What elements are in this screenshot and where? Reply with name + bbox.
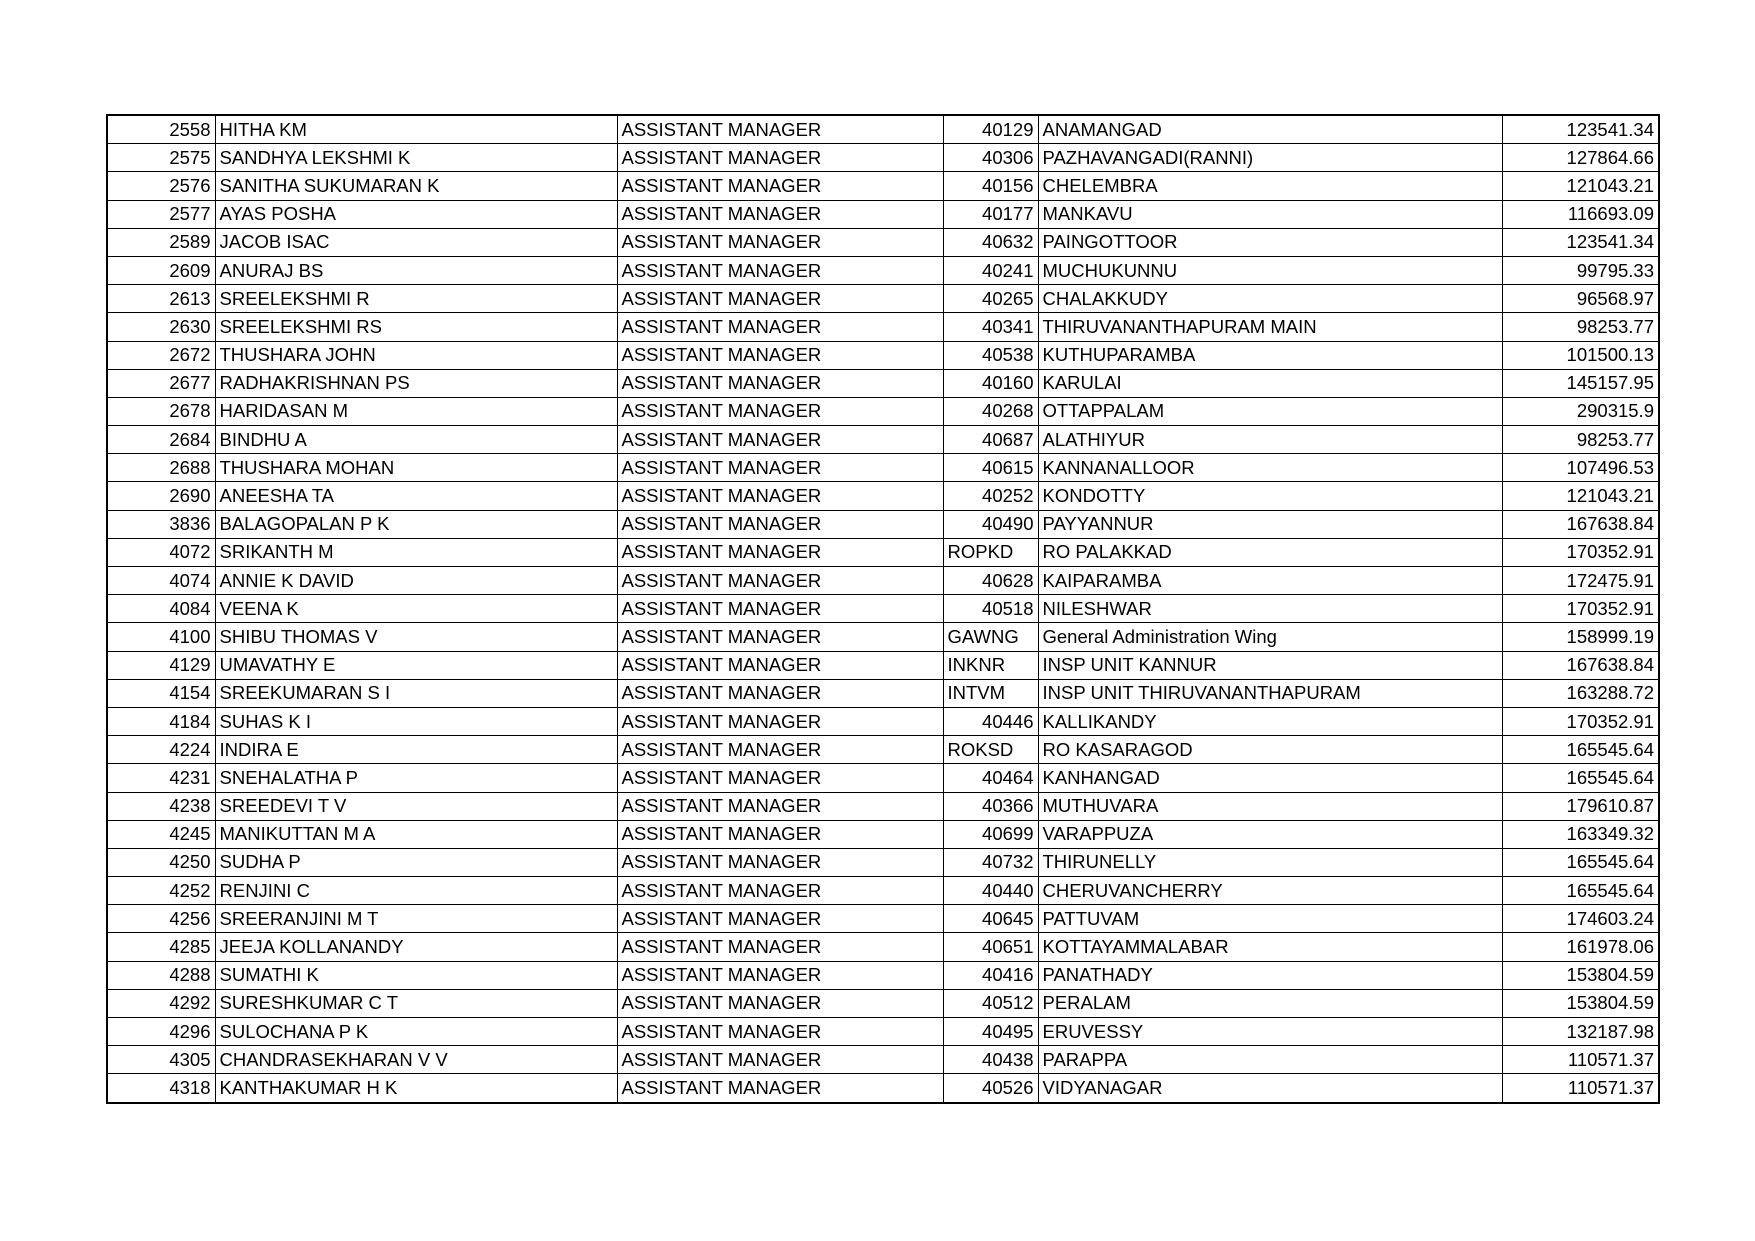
id-cell: 4084: [107, 595, 215, 623]
designation-cell: ASSISTANT MANAGER: [617, 200, 943, 228]
amount-cell: 110571.37: [1502, 1046, 1659, 1074]
code-cell: 40265: [943, 285, 1038, 313]
name-cell: KANTHAKUMAR H K: [215, 1074, 617, 1103]
table-row: [107, 707, 1659, 735]
branch-cell: MUTHUVARA: [1038, 792, 1502, 820]
id-cell: 2688: [107, 454, 215, 482]
code-cell: 40366: [943, 792, 1038, 820]
branch-cell: KONDOTTY: [1038, 482, 1502, 510]
table-row: [107, 200, 1659, 228]
code-cell: 40651: [943, 933, 1038, 961]
code-cell: INTVM: [943, 679, 1038, 707]
table-row: [107, 510, 1659, 538]
branch-cell: CHERUVANCHERRY: [1038, 877, 1502, 905]
branch-cell: CHELEMBRA: [1038, 172, 1502, 200]
name-cell: SANDHYA LEKSHMI K: [215, 144, 617, 172]
designation-cell: ASSISTANT MANAGER: [617, 510, 943, 538]
amount-cell: 170352.91: [1502, 538, 1659, 566]
table-row: [107, 538, 1659, 566]
branch-cell: KALLIKANDY: [1038, 707, 1502, 735]
amount-cell: 98253.77: [1502, 313, 1659, 341]
id-cell: 2690: [107, 482, 215, 510]
amount-cell: 165545.64: [1502, 848, 1659, 876]
branch-cell: PARAPPA: [1038, 1046, 1502, 1074]
branch-cell: PAZHAVANGADI(RANNI): [1038, 144, 1502, 172]
designation-cell: ASSISTANT MANAGER: [617, 905, 943, 933]
designation-cell: ASSISTANT MANAGER: [617, 341, 943, 369]
id-cell: 2576: [107, 172, 215, 200]
amount-cell: 165545.64: [1502, 877, 1659, 905]
table-row: [107, 679, 1659, 707]
branch-cell: KUTHUPARAMBA: [1038, 341, 1502, 369]
id-cell: 2558: [107, 115, 215, 144]
name-cell: THUSHARA MOHAN: [215, 454, 617, 482]
designation-cell: ASSISTANT MANAGER: [617, 595, 943, 623]
amount-cell: 174603.24: [1502, 905, 1659, 933]
table-row: [107, 172, 1659, 200]
name-cell: ANNIE K DAVID: [215, 567, 617, 595]
code-cell: 40416: [943, 961, 1038, 989]
amount-cell: 121043.21: [1502, 172, 1659, 200]
branch-cell: RO PALAKKAD: [1038, 538, 1502, 566]
id-cell: 3836: [107, 510, 215, 538]
designation-cell: ASSISTANT MANAGER: [617, 961, 943, 989]
id-cell: 4072: [107, 538, 215, 566]
amount-cell: 116693.09: [1502, 200, 1659, 228]
id-cell: 4238: [107, 792, 215, 820]
designation-cell: ASSISTANT MANAGER: [617, 482, 943, 510]
branch-cell: PERALAM: [1038, 989, 1502, 1017]
amount-cell: 99795.33: [1502, 256, 1659, 284]
table-row: [107, 256, 1659, 284]
designation-cell: ASSISTANT MANAGER: [617, 989, 943, 1017]
designation-cell: ASSISTANT MANAGER: [617, 172, 943, 200]
amount-cell: 127864.66: [1502, 144, 1659, 172]
table-body: [107, 115, 1659, 1103]
amount-cell: 170352.91: [1502, 595, 1659, 623]
staff-table: [106, 114, 1660, 1104]
designation-cell: ASSISTANT MANAGER: [617, 256, 943, 284]
amount-cell: 158999.19: [1502, 623, 1659, 651]
id-cell: 4129: [107, 651, 215, 679]
name-cell: VEENA K: [215, 595, 617, 623]
amount-cell: 165545.64: [1502, 764, 1659, 792]
branch-cell: THIRUNELLY: [1038, 848, 1502, 876]
code-cell: 40538: [943, 341, 1038, 369]
id-cell: 2677: [107, 369, 215, 397]
designation-cell: ASSISTANT MANAGER: [617, 397, 943, 425]
amount-cell: 167638.84: [1502, 651, 1659, 679]
designation-cell: ASSISTANT MANAGER: [617, 933, 943, 961]
branch-cell: ERUVESSY: [1038, 1018, 1502, 1046]
designation-cell: ASSISTANT MANAGER: [617, 707, 943, 735]
designation-cell: ASSISTANT MANAGER: [617, 679, 943, 707]
table-row: [107, 313, 1659, 341]
name-cell: UMAVATHY E: [215, 651, 617, 679]
code-cell: 40526: [943, 1074, 1038, 1103]
id-cell: 2613: [107, 285, 215, 313]
designation-cell: ASSISTANT MANAGER: [617, 764, 943, 792]
amount-cell: 96568.97: [1502, 285, 1659, 313]
designation-cell: ASSISTANT MANAGER: [617, 1074, 943, 1103]
branch-cell: INSP UNIT KANNUR: [1038, 651, 1502, 679]
name-cell: SUHAS K I: [215, 707, 617, 735]
name-cell: SUDHA P: [215, 848, 617, 876]
code-cell: INKNR: [943, 651, 1038, 679]
name-cell: BALAGOPALAN P K: [215, 510, 617, 538]
name-cell: SREELEKSHMI RS: [215, 313, 617, 341]
code-cell: 40628: [943, 567, 1038, 595]
designation-cell: ASSISTANT MANAGER: [617, 313, 943, 341]
table-row: [107, 764, 1659, 792]
code-cell: 40252: [943, 482, 1038, 510]
table-row: [107, 1074, 1659, 1103]
amount-cell: 107496.53: [1502, 454, 1659, 482]
amount-cell: 145157.95: [1502, 369, 1659, 397]
branch-cell: PANATHADY: [1038, 961, 1502, 989]
table-row: [107, 989, 1659, 1017]
name-cell: SNEHALATHA P: [215, 764, 617, 792]
table-row: [107, 228, 1659, 256]
code-cell: 40512: [943, 989, 1038, 1017]
branch-cell: VARAPPUZA: [1038, 820, 1502, 848]
id-cell: 4154: [107, 679, 215, 707]
code-cell: 40518: [943, 595, 1038, 623]
amount-cell: 121043.21: [1502, 482, 1659, 510]
amount-cell: 98253.77: [1502, 426, 1659, 454]
branch-cell: OTTAPPALAM: [1038, 397, 1502, 425]
branch-cell: PATTUVAM: [1038, 905, 1502, 933]
amount-cell: 153804.59: [1502, 961, 1659, 989]
branch-cell: MUCHUKUNNU: [1038, 256, 1502, 284]
branch-cell: KOTTAYAMMALABAR: [1038, 933, 1502, 961]
name-cell: SUMATHI K: [215, 961, 617, 989]
branch-cell: ALATHIYUR: [1038, 426, 1502, 454]
branch-cell: PAINGOTTOOR: [1038, 228, 1502, 256]
name-cell: JEEJA KOLLANANDY: [215, 933, 617, 961]
id-cell: 2684: [107, 426, 215, 454]
id-cell: 2575: [107, 144, 215, 172]
table-row: [107, 369, 1659, 397]
code-cell: 40306: [943, 144, 1038, 172]
id-cell: 2678: [107, 397, 215, 425]
designation-cell: ASSISTANT MANAGER: [617, 567, 943, 595]
id-cell: 4318: [107, 1074, 215, 1103]
id-cell: 4250: [107, 848, 215, 876]
designation-cell: ASSISTANT MANAGER: [617, 623, 943, 651]
designation-cell: ASSISTANT MANAGER: [617, 369, 943, 397]
name-cell: JACOB ISAC: [215, 228, 617, 256]
name-cell: ANURAJ BS: [215, 256, 617, 284]
id-cell: 2609: [107, 256, 215, 284]
name-cell: SHIBU THOMAS V: [215, 623, 617, 651]
code-cell: 40490: [943, 510, 1038, 538]
amount-cell: 170352.91: [1502, 707, 1659, 735]
id-cell: 4292: [107, 989, 215, 1017]
table-row: [107, 595, 1659, 623]
id-cell: 4285: [107, 933, 215, 961]
amount-cell: 153804.59: [1502, 989, 1659, 1017]
table-row: [107, 144, 1659, 172]
id-cell: 4231: [107, 764, 215, 792]
table-row: [107, 905, 1659, 933]
table-row: [107, 454, 1659, 482]
designation-cell: ASSISTANT MANAGER: [617, 792, 943, 820]
table-row: [107, 1046, 1659, 1074]
designation-cell: ASSISTANT MANAGER: [617, 454, 943, 482]
id-cell: 4256: [107, 905, 215, 933]
code-cell: 40495: [943, 1018, 1038, 1046]
id-cell: 4245: [107, 820, 215, 848]
code-cell: ROKSD: [943, 736, 1038, 764]
code-cell: ROPKD: [943, 538, 1038, 566]
amount-cell: 167638.84: [1502, 510, 1659, 538]
code-cell: 40129: [943, 115, 1038, 144]
table-row: [107, 848, 1659, 876]
amount-cell: 101500.13: [1502, 341, 1659, 369]
designation-cell: ASSISTANT MANAGER: [617, 820, 943, 848]
designation-cell: ASSISTANT MANAGER: [617, 115, 943, 144]
code-cell: GAWNG: [943, 623, 1038, 651]
amount-cell: 161978.06: [1502, 933, 1659, 961]
table-row: [107, 651, 1659, 679]
table-row: [107, 1018, 1659, 1046]
code-cell: 40615: [943, 454, 1038, 482]
name-cell: SANITHA SUKUMARAN K: [215, 172, 617, 200]
id-cell: 4296: [107, 1018, 215, 1046]
name-cell: SREELEKSHMI R: [215, 285, 617, 313]
name-cell: SREEDEVI T V: [215, 792, 617, 820]
table-row: [107, 482, 1659, 510]
amount-cell: 110571.37: [1502, 1074, 1659, 1103]
code-cell: 40268: [943, 397, 1038, 425]
name-cell: HITHA KM: [215, 115, 617, 144]
table-row: [107, 792, 1659, 820]
branch-cell: VIDYANAGAR: [1038, 1074, 1502, 1103]
name-cell: RADHAKRISHNAN PS: [215, 369, 617, 397]
amount-cell: 179610.87: [1502, 792, 1659, 820]
table-row: [107, 397, 1659, 425]
amount-cell: 172475.91: [1502, 567, 1659, 595]
designation-cell: ASSISTANT MANAGER: [617, 848, 943, 876]
amount-cell: 163288.72: [1502, 679, 1659, 707]
name-cell: SULOCHANA P K: [215, 1018, 617, 1046]
name-cell: THUSHARA JOHN: [215, 341, 617, 369]
designation-cell: ASSISTANT MANAGER: [617, 285, 943, 313]
name-cell: HARIDASAN M: [215, 397, 617, 425]
branch-cell: MANKAVU: [1038, 200, 1502, 228]
name-cell: INDIRA E: [215, 736, 617, 764]
id-cell: 4100: [107, 623, 215, 651]
code-cell: 40632: [943, 228, 1038, 256]
branch-cell: RO KASARAGOD: [1038, 736, 1502, 764]
designation-cell: ASSISTANT MANAGER: [617, 651, 943, 679]
id-cell: 2672: [107, 341, 215, 369]
code-cell: 40732: [943, 848, 1038, 876]
branch-cell: KANNANALLOOR: [1038, 454, 1502, 482]
code-cell: 40156: [943, 172, 1038, 200]
code-cell: 40699: [943, 820, 1038, 848]
id-cell: 2630: [107, 313, 215, 341]
code-cell: 40446: [943, 707, 1038, 735]
name-cell: MANIKUTTAN M A: [215, 820, 617, 848]
branch-cell: ANAMANGAD: [1038, 115, 1502, 144]
table-row: [107, 341, 1659, 369]
branch-cell: THIRUVANANTHAPURAM MAIN: [1038, 313, 1502, 341]
table-row: [107, 736, 1659, 764]
code-cell: 40687: [943, 426, 1038, 454]
branch-cell: INSP UNIT THIRUVANANTHAPURAM: [1038, 679, 1502, 707]
name-cell: CHANDRASEKHARAN V V: [215, 1046, 617, 1074]
id-cell: 4288: [107, 961, 215, 989]
amount-cell: 132187.98: [1502, 1018, 1659, 1046]
designation-cell: ASSISTANT MANAGER: [617, 144, 943, 172]
branch-cell: General Administration Wing: [1038, 623, 1502, 651]
id-cell: 2577: [107, 200, 215, 228]
table-row: [107, 285, 1659, 313]
name-cell: AYAS POSHA: [215, 200, 617, 228]
table-row: [107, 567, 1659, 595]
designation-cell: ASSISTANT MANAGER: [617, 1046, 943, 1074]
branch-cell: KARULAI: [1038, 369, 1502, 397]
designation-cell: ASSISTANT MANAGER: [617, 538, 943, 566]
amount-cell: 165545.64: [1502, 736, 1659, 764]
branch-cell: PAYYANNUR: [1038, 510, 1502, 538]
designation-cell: ASSISTANT MANAGER: [617, 228, 943, 256]
designation-cell: ASSISTANT MANAGER: [617, 877, 943, 905]
id-cell: 2589: [107, 228, 215, 256]
table-row: [107, 426, 1659, 454]
name-cell: SREERANJINI M T: [215, 905, 617, 933]
code-cell: 40438: [943, 1046, 1038, 1074]
branch-cell: CHALAKKUDY: [1038, 285, 1502, 313]
id-cell: 4184: [107, 707, 215, 735]
name-cell: RENJINI C: [215, 877, 617, 905]
id-cell: 4305: [107, 1046, 215, 1074]
branch-cell: NILESHWAR: [1038, 595, 1502, 623]
id-cell: 4252: [107, 877, 215, 905]
code-cell: 40341: [943, 313, 1038, 341]
amount-cell: 123541.34: [1502, 115, 1659, 144]
name-cell: SURESHKUMAR C T: [215, 989, 617, 1017]
amount-cell: 290315.9: [1502, 397, 1659, 425]
code-cell: 40440: [943, 877, 1038, 905]
code-cell: 40177: [943, 200, 1038, 228]
branch-cell: KANHANGAD: [1038, 764, 1502, 792]
code-cell: 40241: [943, 256, 1038, 284]
table-row: [107, 820, 1659, 848]
code-cell: 40160: [943, 369, 1038, 397]
table-row: [107, 623, 1659, 651]
amount-cell: 163349.32: [1502, 820, 1659, 848]
table-row: [107, 115, 1659, 144]
code-cell: 40464: [943, 764, 1038, 792]
table-row: [107, 933, 1659, 961]
table-row: [107, 961, 1659, 989]
name-cell: BINDHU A: [215, 426, 617, 454]
code-cell: 40645: [943, 905, 1038, 933]
amount-cell: 123541.34: [1502, 228, 1659, 256]
designation-cell: ASSISTANT MANAGER: [617, 736, 943, 764]
name-cell: SREEKUMARAN S I: [215, 679, 617, 707]
name-cell: SRIKANTH M: [215, 538, 617, 566]
designation-cell: ASSISTANT MANAGER: [617, 426, 943, 454]
branch-cell: KAIPARAMBA: [1038, 567, 1502, 595]
id-cell: 4224: [107, 736, 215, 764]
table-row: [107, 877, 1659, 905]
designation-cell: ASSISTANT MANAGER: [617, 1018, 943, 1046]
name-cell: ANEESHA TA: [215, 482, 617, 510]
id-cell: 4074: [107, 567, 215, 595]
